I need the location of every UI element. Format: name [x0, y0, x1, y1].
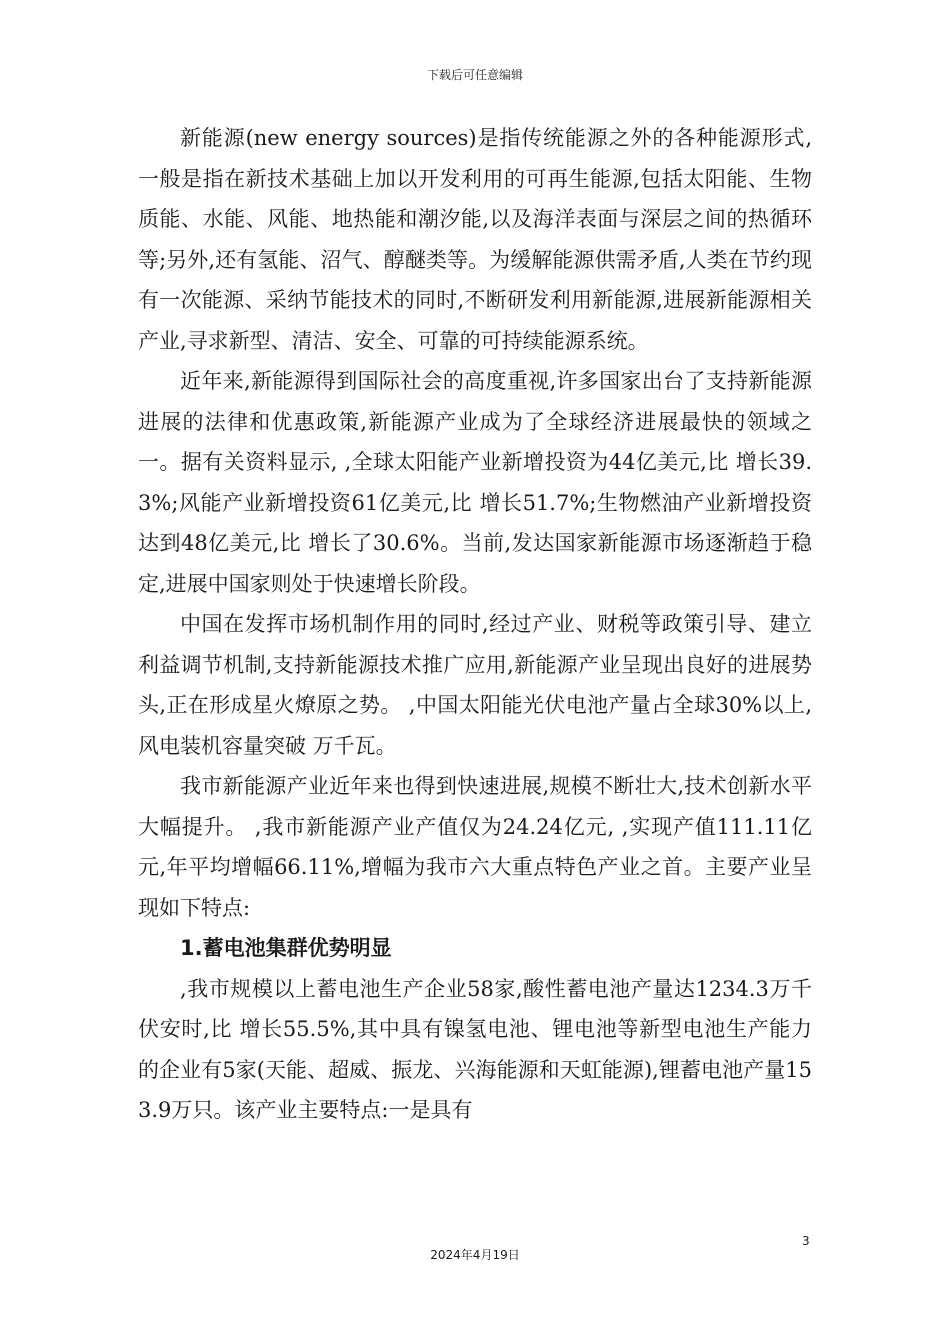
paragraph-intro: 新能源(new energy sources)是指传统能源之外的各种能源形式,一般是指在新技术基础上加以开发利用的可再生能源,包括太阳能、生物质能、水能、风能、地热能和潮汐能,以及海洋表面与深层之间的热循环等;另外,还有氢能、沼气、醇醚类等。为缓解能源供需矛盾,人类在节约现有一次能源、采纳节能技术的同时,不断研发利用新能源,进展新能源相关产业,寻求新型、清洁、安全、可靠的可持续能源系统。: [138, 126, 812, 353]
document-body: [138, 118, 812, 1131]
paragraph-china: 中国在发挥市场机制作用的同时,经过产业、财税等政策引导、建立利益调节机制,支持新能源技术推广应用,新能源产业呈现出良好的进展势头,正在形成星火燎原之势。 ,中国太阳能光伏电池产量占全球30%以上,风电装机容量突破 万千瓦。: [138, 612, 812, 758]
page-number: 3: [802, 1234, 810, 1248]
paragraph-global: 近年来,新能源得到国际社会的高度重视,许多国家出台了支持新能源进展的法律和优惠政策,新能源产业成为了全球经济进展最快的领域之一。据有关资料显示, ,全球太阳能产业新增投资为44亿美元,比 增长39.3%;风能产业新增投资61亿美元,比 增长51.7%;生物燃油产业新增投资达到48亿美元,比 增长了30.6%。当前,发达国家新能源市场逐渐趋于稳定,进展中国家则处于快速增长阶段。: [138, 369, 812, 596]
paragraph-battery: ,我市规模以上蓄电池生产企业58家,酸性蓄电池产量达1234.3万千伏安时,比 增长55.5%,其中具有镍氢电池、锂电池等新型电池生产能力的企业有5家(天能、超威、振龙、兴海能源和天虹能源),锂蓄电池产量153.9万只。该产业主要特点:一是具有: [138, 976, 812, 1122]
paragraph-city: 我市新能源产业近年来也得到快速进展,规模不断壮大,技术创新水平大幅提升。 ,我市新能源产业产值仅为24.24亿元, ,实现产值111.11亿元,年平均增幅66.11%,增幅为我市六大重点特色产业之首。主要产业呈现如下特点:: [138, 774, 812, 920]
page-header: 下载后可任意编辑: [426, 68, 523, 82]
footer-date: 2024年4月19日: [430, 1248, 520, 1262]
section-heading: 1.蓄电池集群优势明显: [180, 936, 392, 960]
